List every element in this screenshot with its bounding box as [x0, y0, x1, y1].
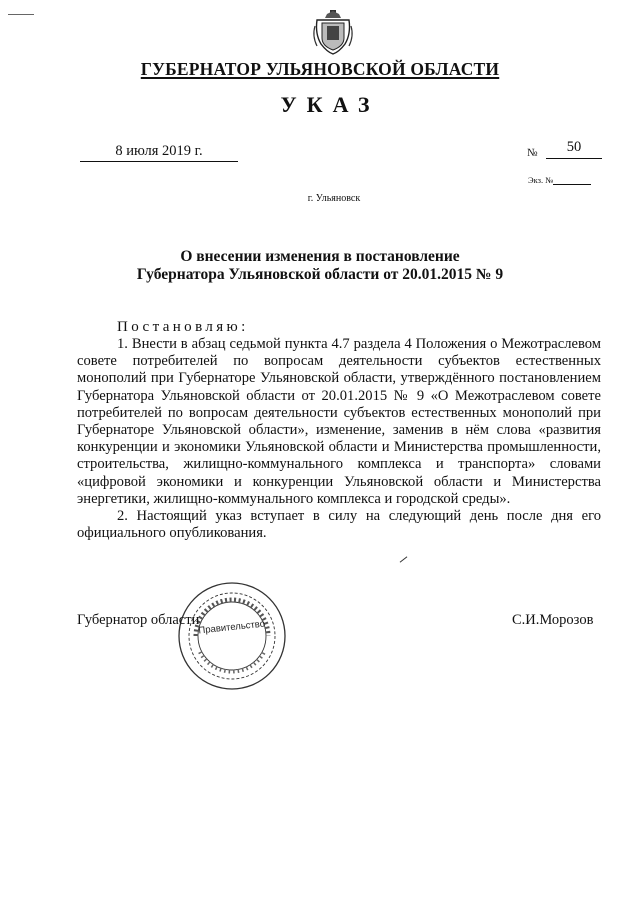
document-body — [77, 336, 601, 542]
signatory-position: Губернатор области — [77, 612, 200, 628]
copy-underline — [553, 176, 591, 185]
corner-mark — [8, 14, 34, 15]
subject-line-1: О внесении изменения в постановление — [180, 248, 460, 265]
copy-label: Экз. № — [528, 175, 554, 185]
number-sign: № — [527, 147, 538, 159]
paragraph-1: 1. Внести в абзац седьмой пункта 4.7 раздела 4 Положения о Межотраслевом совете потребителей по вопросам деятельности субъектов естественных монополий при Губернаторе Ульяновской области, утверждённого постановлением Губернатора Ульяновской области от 20.01.2015 № 9 «О Межотраслевом совете потребителей по вопросам деятельности субъектов естественных монополий при Губернаторе Ульяновской области», изменение, заменив в нём слова «развития конкуренции и экономики Ульяновской области и Министерства промышленности, строительства, жилищно-коммунального комплекса и транспорта» словами «цифровой экономики и конкуренции Ульяновской области и Министерства энергетики, жилищно-коммунального комплекса и городской среды». — [77, 336, 601, 507]
number-field — [527, 139, 602, 161]
pen-mark — [400, 556, 408, 562]
date-underline — [80, 161, 238, 162]
decree-word: Постановляю: — [117, 319, 249, 335]
signatory-name: С.И.Морозов — [512, 612, 594, 628]
subject-line-2: Губернатора Ульяновской области от 20.01.2015 № 9 — [136, 266, 504, 283]
copy-number-field — [528, 175, 602, 185]
document-type: УКАЗ — [280, 92, 380, 117]
document-date: 8 июля 2019 г. — [115, 143, 203, 159]
governor-title: ГУБЕРНАТОР УЛЬЯНОВСКОЙ ОБЛАСТИ — [140, 59, 500, 79]
document-number: 50 — [546, 139, 602, 159]
official-seal — [176, 580, 288, 692]
date-field — [80, 142, 238, 162]
paragraph-2: 2. Настоящий указ вступает в силу на следующий день после дня его официального опубликования. — [77, 508, 601, 542]
document-subject — [0, 248, 640, 284]
city: г. Ульяновск — [307, 193, 361, 204]
coat-of-arms-emblem — [311, 6, 355, 56]
seal-center-text: Правительство — [197, 618, 266, 637]
